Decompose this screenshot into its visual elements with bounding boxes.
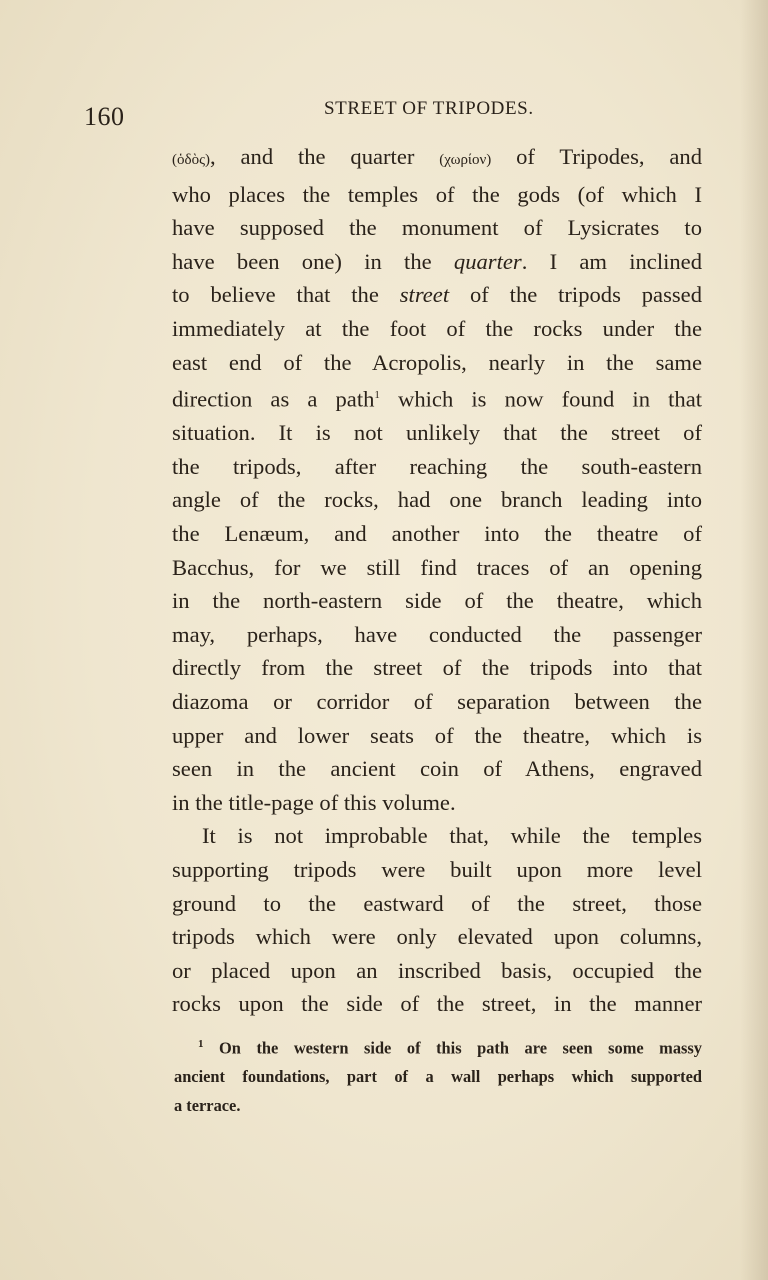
text-line: seen in the ancient coin of Athens, engraved <box>172 756 702 782</box>
text-line: immediately at the foot of the rocks under the <box>172 315 702 341</box>
text-line: situation. It is not unlikely that the street of <box>172 420 702 446</box>
text-line: the tripods, after reaching the south-eastern <box>172 453 702 479</box>
text-line: the Lenæum, and another into the theatre of <box>172 521 702 547</box>
page-edge-shadow <box>740 0 768 1280</box>
footnote-marker: 1 <box>198 1038 204 1050</box>
text-line: ground to the eastward of the street, those <box>172 890 702 916</box>
footnote-line: $^1$ On the western side of this path are seen some massy <box>198 1038 702 1058</box>
text-line: to believe that the street of the tripods passed <box>172 282 702 308</box>
text-line: may, perhaps, have conducted the passenger <box>172 621 702 647</box>
text-line: diazoma or corridor of separation between the <box>172 689 702 715</box>
text-line: angle of the rocks, had one branch leading into <box>172 487 702 513</box>
text-line: have supposed the monument of Lysicrates to <box>172 215 702 241</box>
greek-word: (χωρίον) <box>439 152 492 168</box>
text-line: It is not improbable that, while the temples <box>202 823 702 849</box>
text-line: (ὁδὸς), and the quarter (χωρίον) of Tripodes, and <box>172 144 702 169</box>
footnote <box>174 1030 702 1120</box>
text-line: rocks upon the side of the street, in the manner <box>172 991 702 1017</box>
text-line: Bacchus, for we still find traces of an opening <box>172 554 702 580</box>
text-line: upper and lower seats of the theatre, which is <box>172 722 702 748</box>
footnote-line: a terrace. <box>174 1096 241 1116</box>
footnote-line: ancient foundations, part of a wall perhaps which supported <box>174 1067 702 1087</box>
text-line: supporting tripods were built upon more level <box>172 857 702 882</box>
text-line: or placed upon an inscribed basis, occupied the <box>172 957 702 983</box>
page-number: 160 <box>84 102 125 131</box>
page-header <box>0 96 768 136</box>
footnote-ref[interactable]: 1 <box>374 389 380 402</box>
text-line: direction as a path$^1$ which is now found in that <box>172 386 702 412</box>
text-line: in the north-eastern side of the theatre, which <box>172 588 702 614</box>
italic-word: quarter <box>453 248 522 274</box>
text-line: directly from the street of the tripods into that <box>172 655 702 681</box>
text-line: east end of the Acropolis, nearly in the same <box>172 349 702 375</box>
text-line: tripods which were only elevated upon columns, <box>172 924 702 950</box>
text-line: in the title-page of this volume. <box>172 789 456 815</box>
italic-word: street <box>399 282 450 308</box>
text-line: have been one) in the quarter. I am inclined <box>172 248 703 274</box>
text-line: who places the temples of the gods (of which I <box>172 181 702 207</box>
greek-word: (ὁδὸς) <box>172 152 210 168</box>
body-text <box>172 140 702 1021</box>
running-head: STREET OF TRIPODES. <box>324 98 534 119</box>
